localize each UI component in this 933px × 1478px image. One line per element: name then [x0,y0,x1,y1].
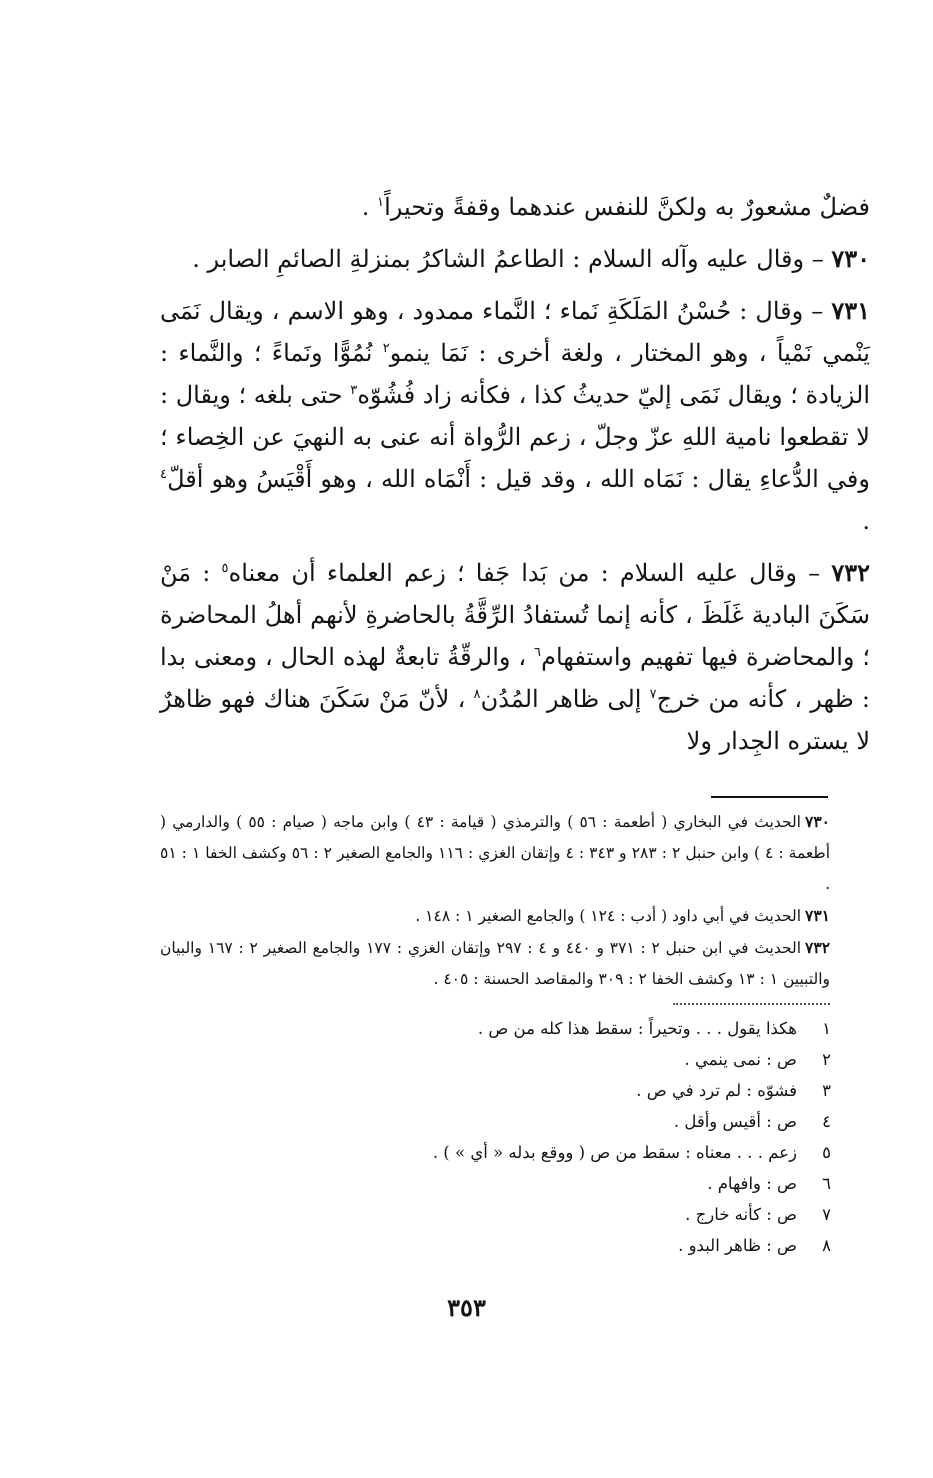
saying-732 [160,552,870,762]
reference-text: الحديث في أبي داود ( أدب : ١٢٤ ) والجامع الصغير ١ : ١٤٨ . [415,907,802,925]
note-item [300,1199,831,1230]
note-number: ٨ [822,1236,831,1255]
note-item [300,1137,831,1168]
reference-text: الحديث في ابن حنبل ٢ : ٣٧١ و ٤٤٠ و ٤ : ٢٩٧ وإتقان الغزي : ١٧٧ والجامع الصغير ٢ : ١٦٧ والبيان والتبيين ١ : ١٣ وكشف الخفا ٢ : ٣٠٩ والمقاصد الحسنة : ٤٠٥ . [160,939,830,988]
saying-text: ، لأنّ مَنْ سَكَنَ هناك فهو ظاهرٌ لا يستره الجِدار ولا [160,685,870,755]
note-text: ص : وافهام . [707,1174,797,1193]
saying-text: إلى ظاهر المُدُن [480,685,650,713]
reference-number: ٧٣١ [805,906,830,925]
notes-divider [673,1003,830,1005]
note-text: ص : نمى ينمي . [684,1050,797,1069]
intro-text: فضلٌ مشعورٌ به ولكنَّ للنفس عندهما وقفةً وتحيراً [384,193,870,221]
note-text: زعم . . . معناه : سقط من ص ( ووقع بدله « أي » ) . [432,1143,797,1162]
main-text [160,186,870,762]
saying-number: ٧٣٢ [831,558,870,587]
saying-text: – وقال : حُسْنُ المَلَكَةِ نَماء ؛ النَّماء ممدود ، وهو الاسم ، ويقال نَمَى يَنْمي نَمْياً ، وهو المختار ، ولغة أخرى : نَمَا ينمو [160,297,870,367]
note-number: ٣ [822,1081,831,1100]
footnote-marker[interactable]: ٧ [649,687,657,702]
footnote-marker[interactable]: ٥ [221,561,229,576]
footnote-marker[interactable]: ٤ [160,467,168,482]
note-text: ص : كأنه خارج . [685,1205,797,1224]
footnote-marker[interactable]: ٦ [534,645,542,660]
note-item [300,1075,831,1106]
reference-number: ٧٣٠ [805,812,830,831]
reference-text: الحديث في البخاري ( أطعمة : ٥٦ ) والترمذي ( قيامة : ٤٣ ) وابن ماجه ( صيام : ٥٥ ) والدارمي ( أطعمة : ٤ ) وابن حنبل ٢ : ٢٨٣ و ٣٤٣ : ٤ وإتقان الغزي : ١١٦ والجامع الصغير ٢ : ٥٦ وكشف الخفا ١ : ٥١ . [160,813,831,893]
note-number: ١ [822,1019,831,1038]
references-divider [711,796,828,798]
reference-entry [160,806,830,900]
note-item [300,1044,831,1075]
note-number: ٤ [822,1112,831,1131]
saying-text: – وقال عليه السلام : من بَدا جَفا ؛ زعم العلماء أن معناه [228,559,832,587]
saying-text: نُمُوًّا ونَماءً ؛ والنَّماء : الزيادة ؛ ويقال نَمَى إليّ حديثُ كذا ، فكأنه زاد فُشُوّه [160,339,870,409]
footnote-marker[interactable]: ٣ [350,383,358,398]
note-number: ٧ [822,1205,831,1224]
saying-731 [160,290,870,542]
reference-number: ٧٣٢ [805,938,831,957]
saying-text: : مَنْ سَكَنَ البادية غَلَظَ ، كأنه إنما تُستفادُ الرِّقَّةُ بالحاضرةِ لأنهم أهلُ المحاضرة ؛ والمحاضرة فيها تفهيم واستفهام [160,559,871,671]
note-number: ٥ [822,1143,831,1162]
saying-text: – وقال عليه وآله السلام : الطاعمُ الشاكرُ بمنزلةِ الصائمِ الصابر . [192,245,832,273]
textual-notes [300,1013,831,1261]
saying-number: ٧٣١ [831,296,870,325]
note-number: ٦ [822,1174,831,1193]
intro-end: . [361,193,377,221]
saying-number: ٧٣٠ [831,244,870,273]
note-text: فشوّه : لم ترد في ص . [636,1081,797,1100]
saying-text: حتى بلغه ؛ ويقال : لا تقطعوا نامية اللهِ عزّ وجلّ ، زعم الرُّواة أنه عنى به النهيَ عن الخِصاء ؛ وفي الدُّعاءِ يقال : نَمَاه الله ، وقد قيل : أَنْمَاه الله ، وهو أَقْيَسُ وهو أقلّ [160,381,870,493]
note-item [300,1106,831,1137]
footnote-marker[interactable]: ٨ [473,687,481,702]
note-item [300,1013,831,1044]
saying-text: ، والرقّةُ تابعةٌ لهذه الحال ، ومعنى بدا : ظهر ، كأنه من خرج [160,643,870,713]
note-text: هكذا يقول . . . وتحيراً : سقط هذا كله من ص . [477,1019,797,1038]
reference-entry [160,932,830,995]
saying-text: . [862,507,870,535]
page-number: ٣٥٣ [447,1293,486,1322]
footnote-marker[interactable]: ٢ [382,341,390,356]
note-number: ٢ [822,1050,831,1069]
note-item [300,1168,831,1199]
saying-730 [160,238,870,280]
footnote-marker[interactable]: ١ [377,195,385,210]
reference-entry [160,900,830,932]
hadith-references [160,806,830,995]
note-text: ص : أقيس وأقل . [673,1112,797,1131]
note-item [300,1230,831,1261]
note-text: ص : ظاهر البدو . [678,1236,797,1255]
intro-paragraph [160,186,870,228]
